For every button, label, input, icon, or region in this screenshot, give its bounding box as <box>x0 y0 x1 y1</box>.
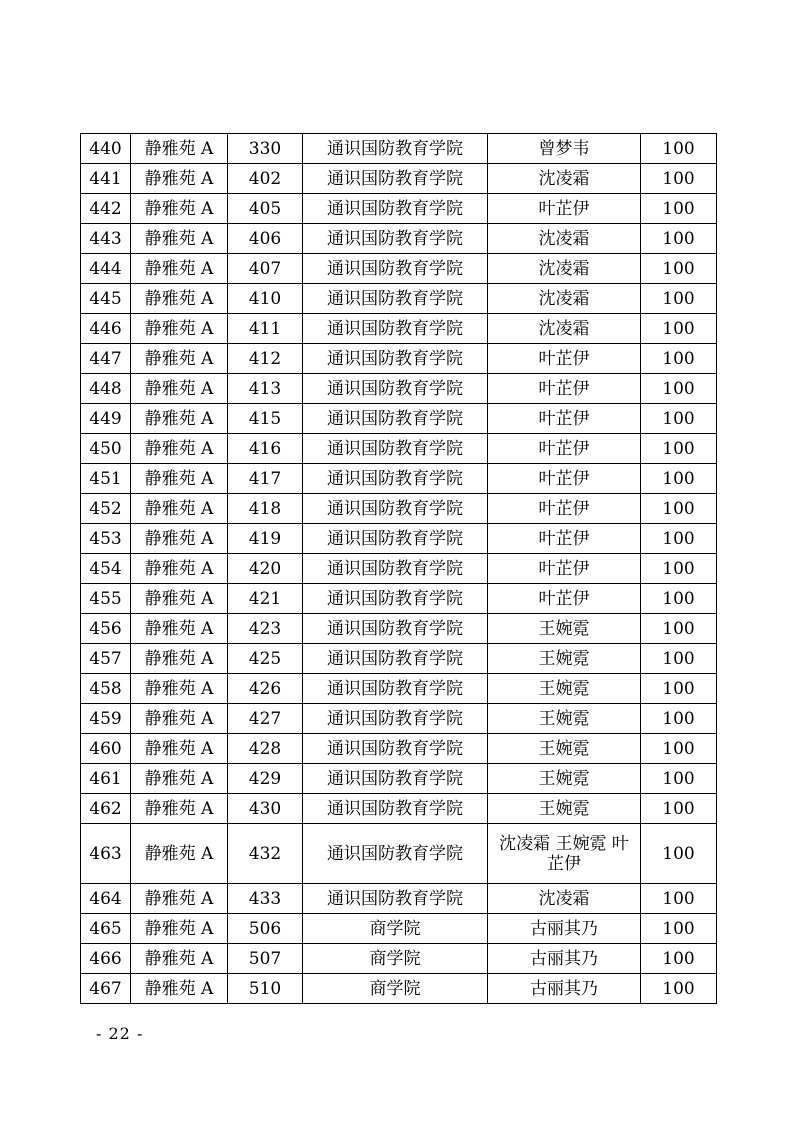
table-row <box>81 314 717 344</box>
score-cell: 100 <box>641 404 717 434</box>
table-row <box>81 524 717 554</box>
college-cell: 通识国防教育学院 <box>303 374 488 404</box>
counselor-cell: 王婉霓 <box>488 674 641 704</box>
counselor-cell: 沈凌霜 王婉霓 叶芷伊 <box>488 824 641 884</box>
score-cell: 100 <box>641 524 717 554</box>
counselor-cell: 沈凌霜 <box>488 284 641 314</box>
row-number-cell: 463 <box>81 824 131 884</box>
score-cell: 100 <box>641 374 717 404</box>
building-cell: 静雅苑 A <box>131 254 228 284</box>
building-cell: 静雅苑 A <box>131 614 228 644</box>
college-cell: 通识国防教育学院 <box>303 794 488 824</box>
building-cell: 静雅苑 A <box>131 884 228 914</box>
row-number-cell: 457 <box>81 644 131 674</box>
table-row <box>81 224 717 254</box>
room-number-cell: 420 <box>228 554 303 584</box>
college-cell: 通识国防教育学院 <box>303 404 488 434</box>
row-number-cell: 448 <box>81 374 131 404</box>
counselor-cell: 古丽其乃 <box>488 944 641 974</box>
score-cell: 100 <box>641 764 717 794</box>
score-cell: 100 <box>641 674 717 704</box>
page-number: - 22 - <box>96 1024 144 1043</box>
row-number-cell: 441 <box>81 164 131 194</box>
row-number-cell: 444 <box>81 254 131 284</box>
counselor-cell: 叶芷伊 <box>488 194 641 224</box>
row-number-cell: 462 <box>81 794 131 824</box>
table-row <box>81 614 717 644</box>
row-number-cell: 456 <box>81 614 131 644</box>
room-number-cell: 407 <box>228 254 303 284</box>
table-row <box>81 254 717 284</box>
room-number-cell: 506 <box>228 914 303 944</box>
score-cell: 100 <box>641 614 717 644</box>
row-number-cell: 442 <box>81 194 131 224</box>
building-cell: 静雅苑 A <box>131 494 228 524</box>
counselor-cell: 叶芷伊 <box>488 584 641 614</box>
counselor-cell: 叶芷伊 <box>488 554 641 584</box>
row-number-cell: 460 <box>81 734 131 764</box>
room-number-cell: 507 <box>228 944 303 974</box>
college-cell: 通识国防教育学院 <box>303 254 488 284</box>
score-cell: 100 <box>641 884 717 914</box>
college-cell: 通识国防教育学院 <box>303 554 488 584</box>
row-number-cell: 452 <box>81 494 131 524</box>
row-number-cell: 454 <box>81 554 131 584</box>
counselor-cell: 叶芷伊 <box>488 434 641 464</box>
table-row <box>81 944 717 974</box>
college-cell: 通识国防教育学院 <box>303 674 488 704</box>
building-cell: 静雅苑 A <box>131 674 228 704</box>
room-number-cell: 330 <box>228 134 303 164</box>
row-number-cell: 445 <box>81 284 131 314</box>
building-cell: 静雅苑 A <box>131 974 228 1004</box>
score-cell: 100 <box>641 344 717 374</box>
building-cell: 静雅苑 A <box>131 464 228 494</box>
table-row <box>81 584 717 614</box>
college-cell: 通识国防教育学院 <box>303 284 488 314</box>
college-cell: 通识国防教育学院 <box>303 614 488 644</box>
room-number-cell: 419 <box>228 524 303 554</box>
room-number-cell: 425 <box>228 644 303 674</box>
college-cell: 通识国防教育学院 <box>303 464 488 494</box>
table-row <box>81 644 717 674</box>
dormitory-inspection-table <box>80 133 717 1004</box>
counselor-cell: 叶芷伊 <box>488 494 641 524</box>
score-cell: 100 <box>641 194 717 224</box>
counselor-cell: 沈凌霜 <box>488 254 641 284</box>
college-cell: 通识国防教育学院 <box>303 434 488 464</box>
room-number-cell: 411 <box>228 314 303 344</box>
college-cell: 通识国防教育学院 <box>303 734 488 764</box>
college-cell: 通识国防教育学院 <box>303 194 488 224</box>
row-number-cell: 451 <box>81 464 131 494</box>
score-cell: 100 <box>641 434 717 464</box>
building-cell: 静雅苑 A <box>131 914 228 944</box>
building-cell: 静雅苑 A <box>131 824 228 884</box>
room-number-cell: 433 <box>228 884 303 914</box>
row-number-cell: 449 <box>81 404 131 434</box>
building-cell: 静雅苑 A <box>131 584 228 614</box>
counselor-cell: 古丽其乃 <box>488 914 641 944</box>
table-row <box>81 134 717 164</box>
room-number-cell: 427 <box>228 704 303 734</box>
counselor-cell: 古丽其乃 <box>488 974 641 1004</box>
room-number-cell: 423 <box>228 614 303 644</box>
table-row <box>81 164 717 194</box>
counselor-cell: 沈凌霜 <box>488 164 641 194</box>
row-number-cell: 453 <box>81 524 131 554</box>
table-row <box>81 884 717 914</box>
counselor-cell: 沈凌霜 <box>488 314 641 344</box>
room-number-cell: 413 <box>228 374 303 404</box>
counselor-cell: 曾梦韦 <box>488 134 641 164</box>
table-body <box>81 134 717 1004</box>
row-number-cell: 465 <box>81 914 131 944</box>
building-cell: 静雅苑 A <box>131 344 228 374</box>
counselor-cell: 王婉霓 <box>488 704 641 734</box>
college-cell: 通识国防教育学院 <box>303 884 488 914</box>
score-cell: 100 <box>641 794 717 824</box>
table-row <box>81 374 717 404</box>
building-cell: 静雅苑 A <box>131 284 228 314</box>
college-cell: 通识国防教育学院 <box>303 314 488 344</box>
building-cell: 静雅苑 A <box>131 554 228 584</box>
counselor-cell: 叶芷伊 <box>488 524 641 554</box>
row-number-cell: 450 <box>81 434 131 464</box>
college-cell: 通识国防教育学院 <box>303 824 488 884</box>
counselor-cell: 王婉霓 <box>488 644 641 674</box>
building-cell: 静雅苑 A <box>131 734 228 764</box>
building-cell: 静雅苑 A <box>131 134 228 164</box>
row-number-cell: 440 <box>81 134 131 164</box>
table-row <box>81 194 717 224</box>
score-cell: 100 <box>641 914 717 944</box>
score-cell: 100 <box>641 494 717 524</box>
room-number-cell: 428 <box>228 734 303 764</box>
counselor-cell: 王婉霓 <box>488 764 641 794</box>
counselor-cell: 沈凌霜 <box>488 884 641 914</box>
row-number-cell: 466 <box>81 944 131 974</box>
row-number-cell: 461 <box>81 764 131 794</box>
counselor-cell: 王婉霓 <box>488 734 641 764</box>
row-number-cell: 447 <box>81 344 131 374</box>
building-cell: 静雅苑 A <box>131 404 228 434</box>
row-number-cell: 459 <box>81 704 131 734</box>
row-number-cell: 455 <box>81 584 131 614</box>
college-cell: 通识国防教育学院 <box>303 764 488 794</box>
building-cell: 静雅苑 A <box>131 224 228 254</box>
college-cell: 通识国防教育学院 <box>303 224 488 254</box>
table-row <box>81 494 717 524</box>
room-number-cell: 418 <box>228 494 303 524</box>
table-row <box>81 284 717 314</box>
score-cell: 100 <box>641 644 717 674</box>
score-cell: 100 <box>641 134 717 164</box>
counselor-cell: 叶芷伊 <box>488 344 641 374</box>
room-number-cell: 510 <box>228 974 303 1004</box>
row-number-cell: 446 <box>81 314 131 344</box>
table-row <box>81 974 717 1004</box>
building-cell: 静雅苑 A <box>131 524 228 554</box>
row-number-cell: 464 <box>81 884 131 914</box>
score-cell: 100 <box>641 944 717 974</box>
score-cell: 100 <box>641 464 717 494</box>
table-row <box>81 764 717 794</box>
building-cell: 静雅苑 A <box>131 434 228 464</box>
building-cell: 静雅苑 A <box>131 764 228 794</box>
college-cell: 商学院 <box>303 974 488 1004</box>
college-cell: 商学院 <box>303 944 488 974</box>
building-cell: 静雅苑 A <box>131 164 228 194</box>
table-row <box>81 554 717 584</box>
table-row <box>81 824 717 884</box>
table-row <box>81 734 717 764</box>
room-number-cell: 426 <box>228 674 303 704</box>
row-number-cell: 443 <box>81 224 131 254</box>
row-number-cell: 458 <box>81 674 131 704</box>
counselor-cell: 叶芷伊 <box>488 374 641 404</box>
score-cell: 100 <box>641 554 717 584</box>
room-number-cell: 402 <box>228 164 303 194</box>
college-cell: 通识国防教育学院 <box>303 134 488 164</box>
counselor-cell: 王婉霓 <box>488 794 641 824</box>
row-number-cell: 467 <box>81 974 131 1004</box>
room-number-cell: 430 <box>228 794 303 824</box>
building-cell: 静雅苑 A <box>131 314 228 344</box>
building-cell: 静雅苑 A <box>131 374 228 404</box>
building-cell: 静雅苑 A <box>131 194 228 224</box>
college-cell: 通识国防教育学院 <box>303 524 488 554</box>
room-number-cell: 415 <box>228 404 303 434</box>
room-number-cell: 429 <box>228 764 303 794</box>
room-number-cell: 417 <box>228 464 303 494</box>
college-cell: 通识国防教育学院 <box>303 494 488 524</box>
counselor-cell: 叶芷伊 <box>488 404 641 434</box>
building-cell: 静雅苑 A <box>131 644 228 674</box>
building-cell: 静雅苑 A <box>131 704 228 734</box>
score-cell: 100 <box>641 974 717 1004</box>
table-row <box>81 704 717 734</box>
table-row <box>81 404 717 434</box>
score-cell: 100 <box>641 284 717 314</box>
college-cell: 通识国防教育学院 <box>303 584 488 614</box>
table-row <box>81 344 717 374</box>
building-cell: 静雅苑 A <box>131 944 228 974</box>
college-cell: 通识国防教育学院 <box>303 704 488 734</box>
room-number-cell: 421 <box>228 584 303 614</box>
table-row <box>81 914 717 944</box>
table-row <box>81 794 717 824</box>
room-number-cell: 432 <box>228 824 303 884</box>
college-cell: 通识国防教育学院 <box>303 164 488 194</box>
room-number-cell: 410 <box>228 284 303 314</box>
counselor-cell: 叶芷伊 <box>488 464 641 494</box>
counselor-cell: 王婉霓 <box>488 614 641 644</box>
score-cell: 100 <box>641 314 717 344</box>
college-cell: 商学院 <box>303 914 488 944</box>
table-row <box>81 434 717 464</box>
score-cell: 100 <box>641 704 717 734</box>
score-cell: 100 <box>641 824 717 884</box>
score-cell: 100 <box>641 584 717 614</box>
room-number-cell: 412 <box>228 344 303 374</box>
score-cell: 100 <box>641 224 717 254</box>
room-number-cell: 416 <box>228 434 303 464</box>
college-cell: 通识国防教育学院 <box>303 644 488 674</box>
building-cell: 静雅苑 A <box>131 794 228 824</box>
table-row <box>81 674 717 704</box>
college-cell: 通识国防教育学院 <box>303 344 488 374</box>
table-row <box>81 464 717 494</box>
score-cell: 100 <box>641 734 717 764</box>
counselor-cell: 沈凌霜 <box>488 224 641 254</box>
score-cell: 100 <box>641 164 717 194</box>
score-cell: 100 <box>641 254 717 284</box>
room-number-cell: 405 <box>228 194 303 224</box>
room-number-cell: 406 <box>228 224 303 254</box>
